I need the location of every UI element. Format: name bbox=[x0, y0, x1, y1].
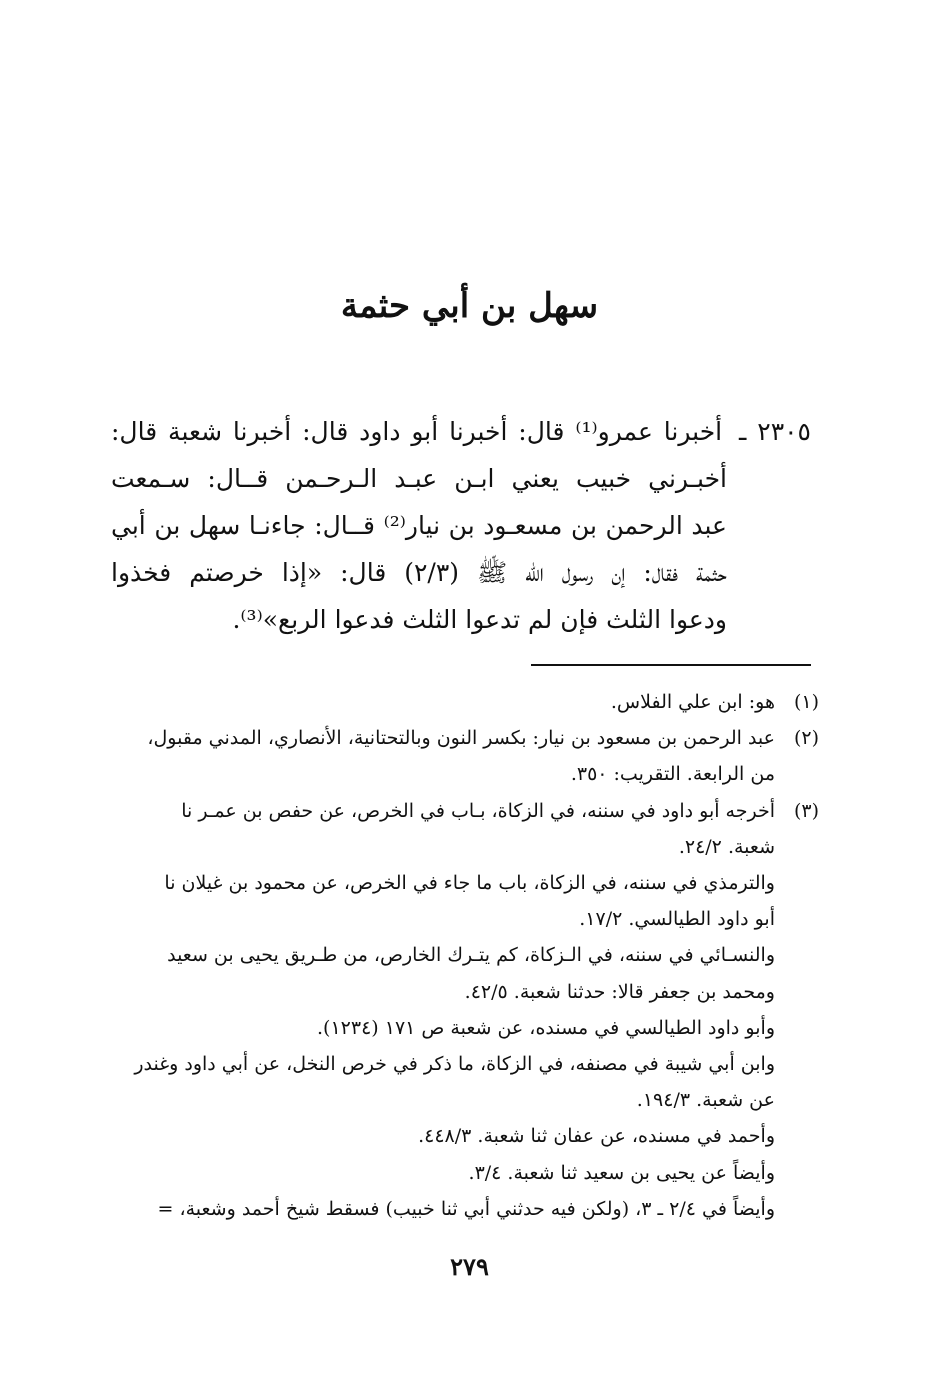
hadith-line bbox=[111, 408, 811, 455]
footnote-line: من الرابعة. التقريب: ٣٥٠. bbox=[570, 763, 775, 786]
footnote-line: وأبو داود الطيالسي في مسنده، عن شعبة ص ١٧١ (١٢٣٤). bbox=[317, 1016, 775, 1039]
footnote-line: ومحمد بن جعفر قالا: حدثنا شعبة. ٤٢/٥. bbox=[464, 980, 775, 1003]
section-title: سهل بن أبي حثمة bbox=[340, 286, 599, 326]
footnotes bbox=[119, 684, 819, 1227]
footnote-line: وأيضاً عن يحيى بن سعيد ثنا شعبة. ٣/٤. bbox=[468, 1161, 775, 1184]
footnote-text: عبد الرحمن بن مسعود بن نيار: بكسر النون وبالتحتانية، الأنصاري، المدني مقبول، bbox=[147, 727, 775, 750]
footnote-marker: (٣) bbox=[793, 799, 819, 822]
hadith-line-text: أخبرنا عمرو⁽¹⁾ قال: أخبرنا أبو داود قال: أخبرنا شعبة قال: bbox=[111, 417, 723, 446]
hadith-line: عبد الرحمن بن مسعـود بن نيار⁽²⁾ قــال: جاءنـا سهل بن أبي bbox=[111, 511, 727, 540]
footnote-separator bbox=[531, 664, 811, 666]
footnote-line: والنسـائي في سننه، في الـزكاة، كم يتـرك الخارص، من طـريق يحيى بن سعيد bbox=[167, 944, 775, 967]
footnote-line: عن شعبة. ١٩٤/٣. bbox=[636, 1089, 775, 1112]
hadith-line: أخبـرني خبيب يعني ابـن عبـد الـرحـمن قــال: سـمعت bbox=[111, 464, 727, 493]
footnote-line bbox=[119, 793, 819, 829]
footnote-text: هو: ابن علي الفلاس. bbox=[610, 691, 775, 713]
footnote-line: أبو داود الطيالسي. ١٧/٢. bbox=[579, 908, 775, 931]
footnote-text: أخرجه أبو داود في سننه، في الزكاة، بـاب في الخرص، عن حفص بن عمـر نا bbox=[181, 799, 775, 822]
footnote-line: وابن أبي شيبة في مصنفه، في الزكاة، ما ذكر في خرص النخل، عن أبي داود وغندر bbox=[134, 1053, 775, 1076]
footnote-line bbox=[119, 720, 819, 756]
footnote-line: وأحمد في مسنده، عن عفان ثنا شعبة. ٤٤٨/٣. bbox=[418, 1125, 775, 1148]
footnote-line: شعبة. ٢٤/٢. bbox=[678, 835, 775, 858]
hadith-line: حثمة فقال: إن رسول الله ﷺ (٢/٣) قال: «إذا خرصتم فخذوا bbox=[111, 558, 727, 587]
footnote-line: وأيضاً في ٢/٤ ـ ٣، (ولكن فيه حدثني أبي ثنا خبيب) فسقط شيخ أحمد وشعبة، = bbox=[157, 1197, 775, 1220]
hadith-line: ودعوا الثلث فإن لم تدعوا الثلث فدعوا الربع»⁽³⁾. bbox=[232, 605, 727, 634]
page-number: ٢٧٩ bbox=[450, 1252, 489, 1281]
hadith-block bbox=[111, 408, 811, 643]
hadith-number: ٢٣٠٥ ـ bbox=[739, 417, 811, 446]
footnote-line: والترمذي في سننه، في الزكاة، باب ما جاء في الخرص، عن محمود بن غيلان نا bbox=[164, 872, 775, 895]
footnote-marker: (١) bbox=[793, 691, 819, 713]
footnote-marker: (٢) bbox=[793, 727, 819, 750]
footnote-line bbox=[119, 684, 819, 720]
